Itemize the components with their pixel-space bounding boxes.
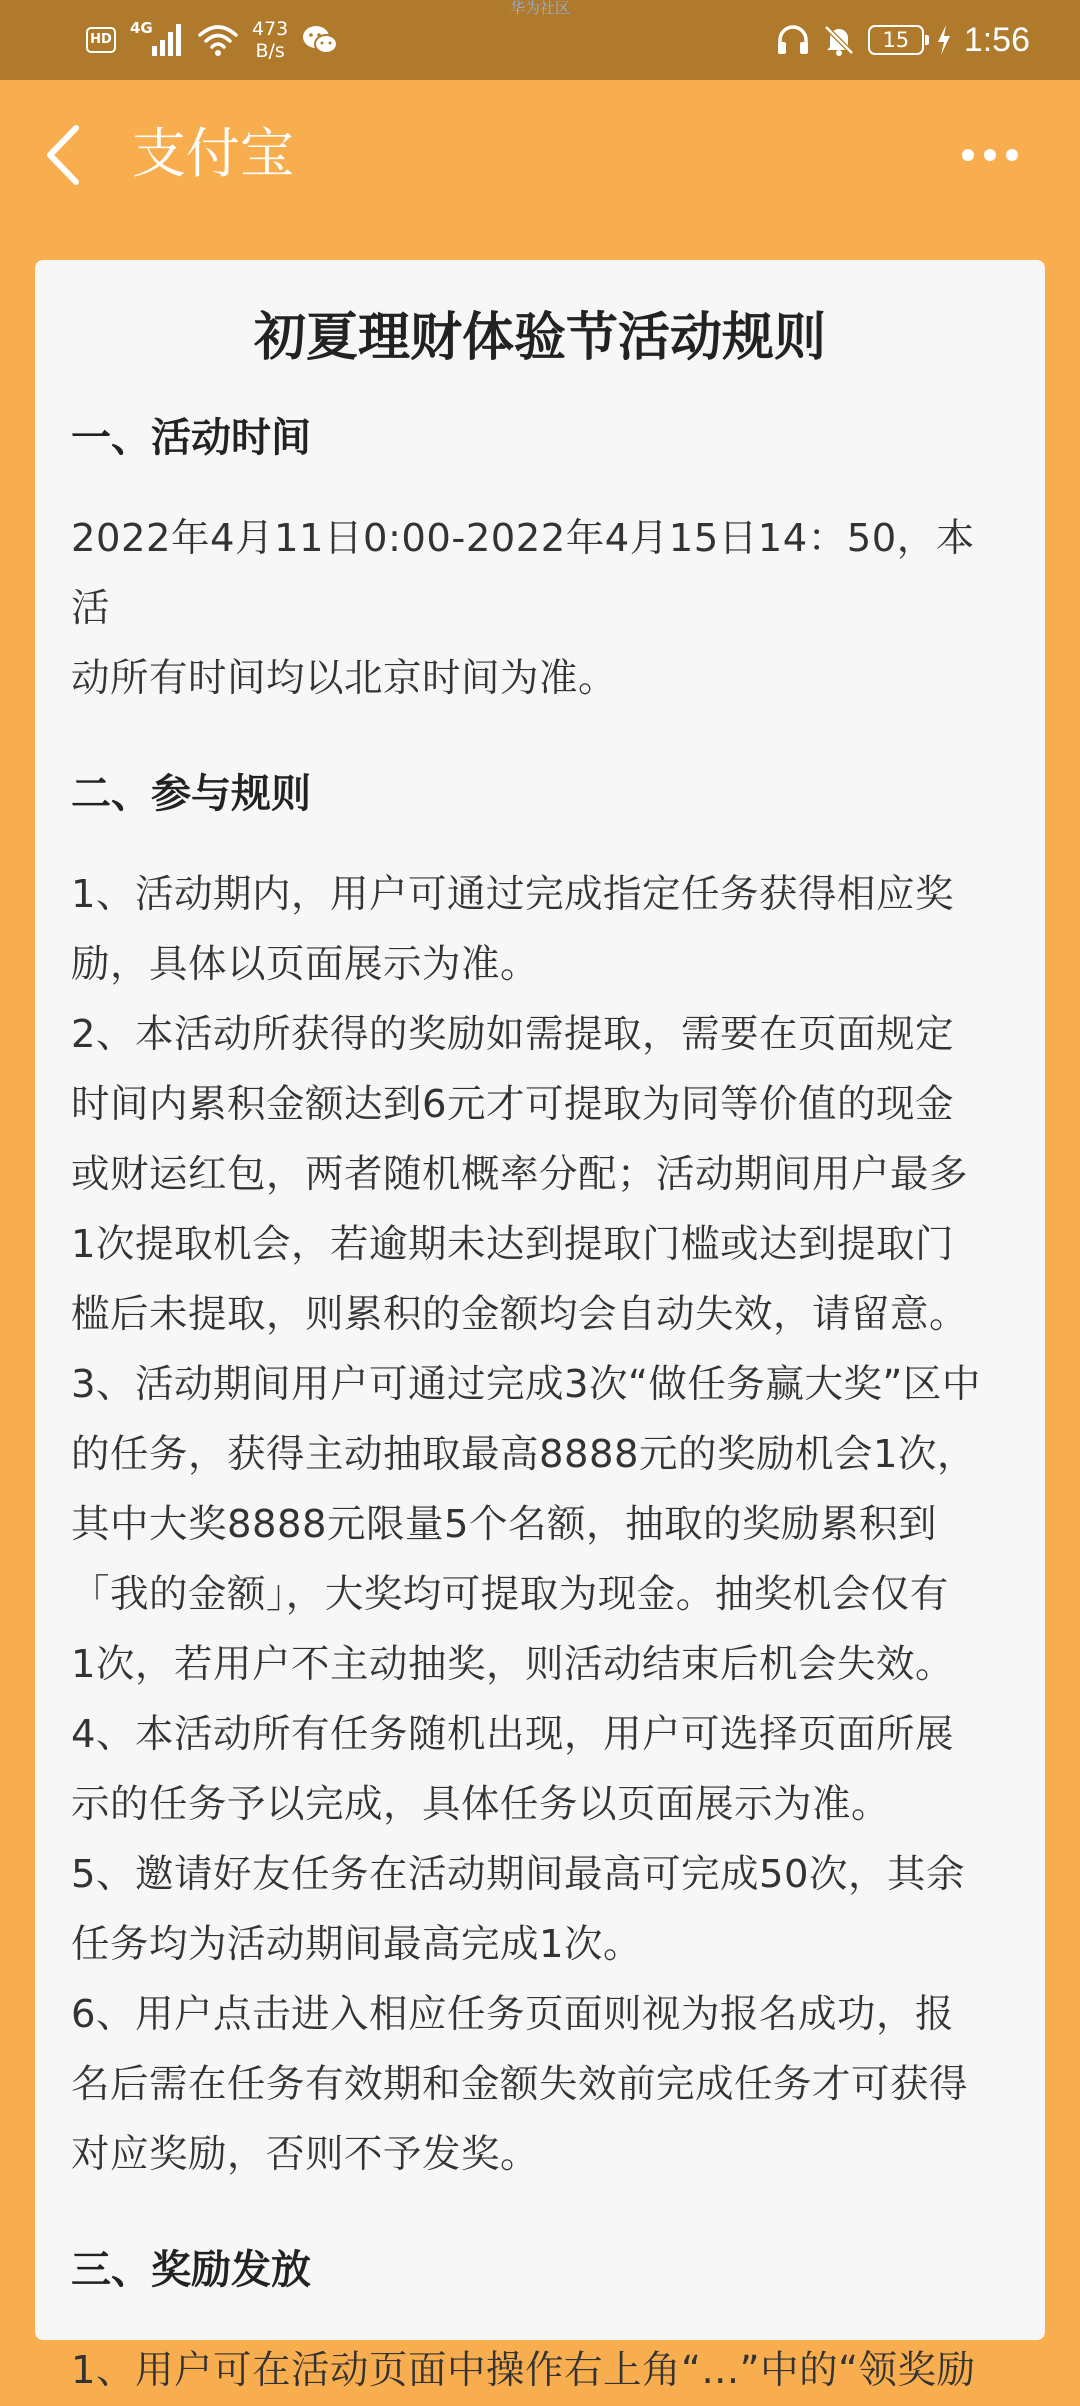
rules-title: 初夏理财体验节活动规则 xyxy=(253,308,826,368)
rule-line: 对应奖励，否则不予发奖。 xyxy=(71,2132,540,2177)
headphones-icon xyxy=(776,24,810,56)
speed-unit: B/s xyxy=(255,40,285,62)
rules-list xyxy=(71,860,1009,2190)
rule-line: 时间内累积金额达到6元才可提取为同等价值的现金 xyxy=(71,1082,954,1127)
rule-line: 3、活动期间用户可通过完成3次“做任务赢大奖”区中 xyxy=(71,1362,981,1407)
charging-icon xyxy=(936,24,952,56)
section-heading-rules: 二、参与规则 xyxy=(71,771,311,817)
rules-card xyxy=(35,260,1045,2393)
chevron-left-icon xyxy=(40,120,90,190)
rule-line: 5、邀请好友任务在活动期间最高可完成50次，其余 xyxy=(71,1852,965,1897)
rule-line: 2、本活动所获得的奖励如需提取，需要在页面规定 xyxy=(71,1012,954,1057)
rule-line: 任务均为活动期间最高完成1次。 xyxy=(71,1922,642,1967)
rule-line: 名后需在任务有效期和金额失效前完成任务才可获得 xyxy=(71,2062,969,2107)
page-title: 支付宝 xyxy=(132,122,294,185)
rule-line: 6、用户点击进入相应任务页面则视为报名成功，报 xyxy=(71,1992,954,2037)
status-right-icons xyxy=(776,14,1030,66)
rule-line: 「我的金额」，大奖均可提取为现金。抽奖机会仅有 xyxy=(71,1572,949,1617)
hd-icon: HD xyxy=(86,27,116,53)
network-speed xyxy=(252,18,288,62)
more-dots-icon xyxy=(940,130,1040,180)
rule-line: 槛后未提取，则累积的金额均会自动失效，请留意。 xyxy=(71,1292,969,1337)
rule-line: 励，具体以页面展示为准。 xyxy=(71,942,540,987)
time-line: 动所有时间均以北京时间为准。 xyxy=(71,656,618,701)
back-button[interactable] xyxy=(40,120,90,190)
section-heading-time: 一、活动时间 xyxy=(71,415,311,461)
reward-line-partial: 1、用户可在活动页面中操作右上角“...”中的“领奖励 xyxy=(71,2348,976,2393)
section-heading-rewards: 三、奖励发放 xyxy=(71,2247,311,2293)
status-bar xyxy=(0,0,1080,80)
rule-line: 示的任务予以完成，具体任务以页面展示为准。 xyxy=(71,1782,891,1827)
rule-line: 1次提取机会，若逾期未达到提取门槛或达到提取门 xyxy=(71,1222,954,1267)
rule-line: 1次，若用户不主动抽奖，则活动结束后机会失效。 xyxy=(71,1642,954,1687)
rule-line: 1、活动期内，用户可通过完成指定任务获得相应奖 xyxy=(71,872,954,917)
battery-icon xyxy=(868,25,924,55)
wechat-icon xyxy=(302,24,338,56)
nav-bar xyxy=(0,80,1080,230)
clock: 1:56 xyxy=(963,21,1030,59)
rule-line: 或财运红包，两者随机概率分配；活动期间用户最多 xyxy=(71,1152,969,1197)
status-left-icons xyxy=(86,14,338,66)
status-top-label: 华为社区 xyxy=(509,0,570,17)
speed-value: 473 xyxy=(252,18,289,40)
rule-line: 4、本活动所有任务随机出现，用户可选择页面所展 xyxy=(71,1712,954,1757)
rule-line: 其中大奖8888元限量5个名额，抽取的奖励累积到 xyxy=(71,1502,937,1547)
more-button[interactable] xyxy=(940,130,1040,180)
rule-line: 的任务，获得主动抽取最高8888元的奖励机会1次， xyxy=(71,1432,976,1477)
wifi-icon xyxy=(198,23,238,57)
signal-icon xyxy=(130,20,184,60)
time-line: 2022年4月11日0:00-2022年4月15日14：50，本活 xyxy=(71,516,975,631)
bell-mute-icon xyxy=(822,23,856,57)
battery-level: 15 xyxy=(882,28,910,52)
network-type-label: 4G xyxy=(130,19,153,37)
